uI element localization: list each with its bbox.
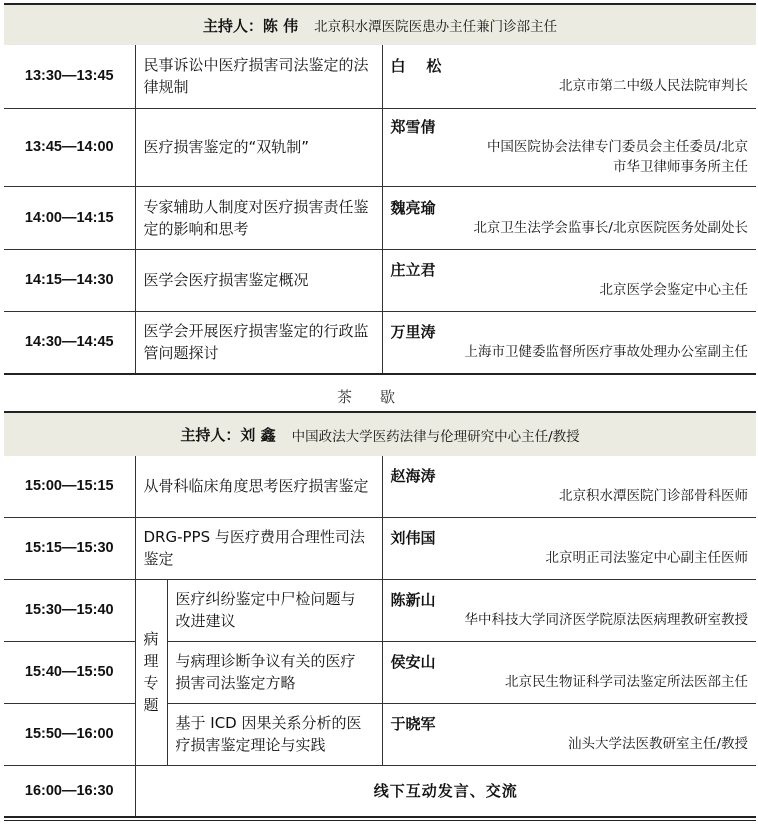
speaker-name: 赵海涛 [390, 467, 436, 486]
speaker-name: 陈新山 [390, 591, 436, 609]
speaker-name: 庄立君 [390, 261, 436, 279]
talk-topic: 医学会开展医疗损害鉴定的行政监管问题探讨 [135, 311, 382, 373]
speaker-title: 北京市第二中级人民法院审判长 [559, 78, 748, 95]
table-row [4, 186, 756, 249]
group-label-char: 题 [143, 696, 159, 714]
time-slot: 13:45—14:00 [4, 108, 135, 186]
session1-host-name: 主持人：陈 伟 [202, 16, 299, 35]
speaker-cell [382, 108, 756, 186]
speaker-name: 于晓军 [390, 715, 436, 733]
talk-topic: 从骨科临床角度思考医疗损害鉴定 [135, 456, 382, 517]
speaker-title: 北京卫生法学会监事长/北京医院医务处副处长 [473, 219, 748, 236]
speaker-name: 魏亮瑜 [390, 198, 436, 217]
speaker-title: 北京民生物证科学司法鉴定所法医部主任 [505, 674, 749, 690]
time-slot: 14:30—14:45 [4, 311, 135, 373]
time-slot: 15:50—16:00 [4, 703, 135, 765]
speaker-cell [382, 579, 756, 641]
time-slot: 13:30—13:45 [4, 45, 135, 108]
table-row [4, 456, 756, 517]
time-slot: 14:00—14:15 [4, 186, 135, 249]
speaker-title: 上海市卫健委监督所医疗事故处理办公室副主任 [464, 344, 748, 361]
speaker-title: 北京医学会鉴定中心主任 [599, 282, 748, 298]
time-slot: 15:15—15:30 [4, 517, 135, 579]
session2-host-title: 中国政法大学医药法律与伦理研究中心主任/教授 [291, 428, 580, 445]
session2-host-banner [4, 413, 756, 456]
table-row [4, 641, 756, 703]
talk-topic: 医学会医疗损害鉴定概况 [135, 249, 382, 311]
talk-topic: 医疗损害鉴定的“双轨制” [135, 108, 382, 186]
interactive-discussion: 线下互动发言、交流 [135, 765, 756, 816]
time-slot: 16:00—16:30 [4, 765, 135, 816]
speaker-name: 郑雪倩 [390, 118, 436, 136]
speaker-title: 北京明正司法鉴定中心副主任医师 [545, 550, 749, 566]
speaker-cell [382, 703, 756, 765]
time-slot: 15:00—15:15 [4, 456, 135, 517]
speaker-cell [382, 456, 756, 517]
table-row [4, 517, 756, 579]
group-label-char: 专 [143, 674, 159, 692]
session1-bottom-rule [4, 373, 756, 375]
table-row [4, 311, 756, 373]
speaker-cell [382, 311, 756, 373]
speaker-title: 华中科技大学同济医学院原法医病理教研室教授 [464, 612, 749, 628]
session1-schedule-table [4, 45, 756, 373]
speaker-name: 白 松 [390, 57, 442, 76]
talk-topic: 专家辅助人制度对医疗损害责任鉴定的影响和思考 [135, 186, 382, 249]
speaker-title: 中国医院协会法律专门委员会主任委员/北京市华卫律师事务所主任 [486, 139, 748, 175]
session1-host-banner [4, 5, 756, 45]
speaker-cell [382, 517, 756, 579]
table-row [4, 108, 756, 186]
pathology-topic-group-label [135, 579, 167, 765]
talk-topic: DRG-PPS 与医疗费用合理性司法鉴定 [135, 517, 382, 579]
time-slot: 14:15—14:30 [4, 249, 135, 311]
speaker-name: 侯安山 [390, 653, 436, 671]
table-row [4, 765, 756, 816]
tea-break-label: 茶歇 [336, 388, 423, 406]
talk-topic: 与病理诊断争议有关的医疗损害司法鉴定方略 [167, 641, 382, 703]
table-row [4, 45, 756, 108]
speaker-name: 万里涛 [390, 323, 436, 342]
session1-host-title: 北京积水潭医院医患办主任兼门诊部主任 [314, 19, 558, 35]
table-row [4, 703, 756, 765]
talk-topic: 医疗纠纷鉴定中尸检问题与改进建议 [167, 579, 382, 641]
talk-topic: 基于 ICD 因果关系分析的医疗损害鉴定理论与实践 [167, 703, 382, 765]
bottom-rule-1 [4, 816, 756, 818]
time-slot: 15:30—15:40 [4, 579, 135, 641]
table-row [4, 249, 756, 311]
group-label-char: 病 [143, 630, 159, 648]
speaker-name: 刘伟国 [390, 529, 436, 547]
session2-schedule-table [4, 456, 756, 816]
group-label-char: 理 [143, 652, 159, 670]
speaker-cell [382, 45, 756, 108]
speaker-title: 北京积水潭医院门诊部骨科医师 [559, 488, 749, 505]
speaker-cell [382, 249, 756, 311]
speaker-cell [382, 641, 756, 703]
table-row [4, 579, 756, 641]
session2-host-name: 主持人：刘 鑫 [180, 426, 276, 444]
time-slot: 15:40—15:50 [4, 641, 135, 703]
speaker-cell [382, 186, 756, 249]
bottom-rule-2 [4, 820, 756, 821]
talk-topic: 民事诉讼中医疗损害司法鉴定的法律规制 [135, 45, 382, 108]
speaker-title: 汕头大学法医教研室主任/教授 [567, 736, 749, 752]
